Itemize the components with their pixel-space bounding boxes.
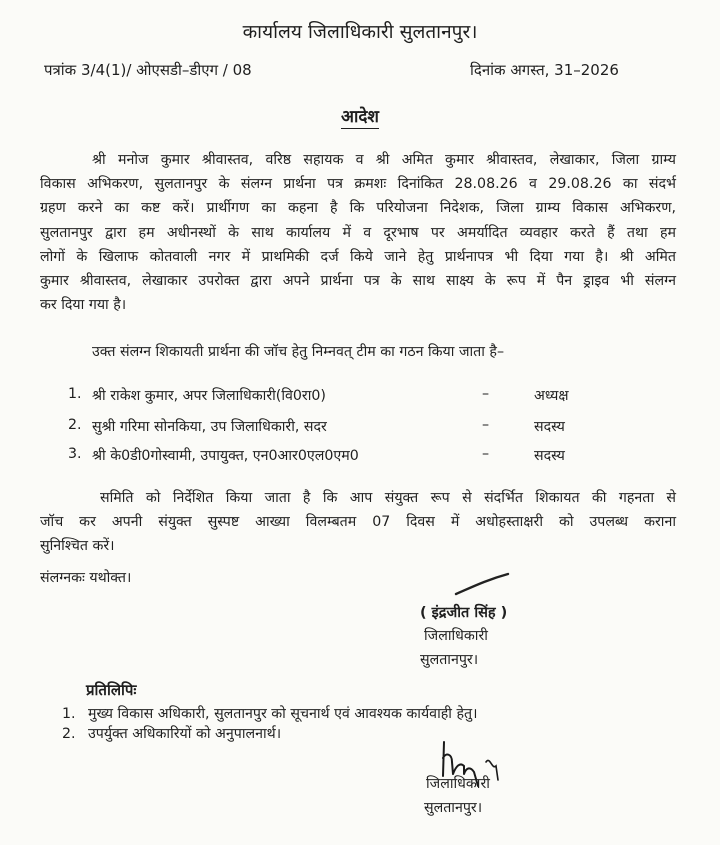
copy-to-text: मुख्य विकास अधिकारी, सुलतानपुर को सूचनार्थ एवं आवश्यक कार्यवाही हेतु। (88, 706, 478, 722)
paragraph-1-line: ग्रहण करने का कष्ट करें। प्रार्थीगण का कहना है कि परियोजना निदेशक, जिला ग्राम्य विकास अभिकरण, (40, 200, 676, 217)
paragraph-1-line: कर दिया गया है। (40, 297, 127, 314)
paragraph-1-line: श्री मनोज कुमार श्रीवास्तव, वरिष्ठ सहायक व श्री अमित कुमार श्रीवास्तव, लेखाकार, जिला ग्राम्य (92, 152, 676, 168)
paragraph-1-line: कुमार श्रीवास्तव, लेखाकार उपरोक्त द्वारा अपने प्रार्थना पत्र के साथ साक्ष्य के रूप में पैन ड्राइव भी संलग्न (40, 273, 676, 290)
member-name: श्री राकेश कुमार, अपर जिलाधिकारी(वि0रा0) (92, 388, 326, 404)
committee-member-row (68, 386, 628, 410)
signatory-name: ( इंद्रजीत सिंह ) (420, 605, 508, 621)
order-paragraph-2 (40, 486, 676, 559)
paragraph-1-line: लोगों के खिलाफ कोतवाली नगर में प्राथमिकी दर्ज किये जाने हेतु प्रार्थनापत्र भी दिया गया है। श्री अमित (40, 248, 676, 265)
paragraph-1-line: सुलतानपुर द्वारा हम अधीनस्थों के साथ कार्यालय में व दूरभाष पर अमर्यादित व्यवहार करते हैं तथा हम (40, 224, 676, 241)
copy-to-heading: प्रतिलिपिः (86, 681, 137, 699)
order-paragraph-1 (40, 148, 676, 317)
reference-date: दिनांक अगस्त, 31–2026 (470, 61, 619, 79)
copy-to-number: 2. (62, 726, 76, 742)
member-number: 1. (68, 386, 82, 402)
signatory-place: सुलतानपुर। (420, 652, 479, 668)
committee-intro: उक्त संलग्न शिकायती प्रार्थना की जॉच हेतु निम्नवत् टीम का गठन किया जाता है– (92, 344, 505, 360)
paragraph-2-line: सुनिश्चित करें। (40, 538, 115, 555)
office-title: कार्यालय जिलाधिकारी सुलतानपुर। (242, 21, 478, 43)
member-role: सदस्य (534, 419, 565, 435)
reference-number: पत्रांक 3/4(1)/ ओएसडी–डीएग / 08 (44, 61, 252, 79)
copy-to-item (62, 724, 281, 743)
paragraph-2-line: जॉच कर अपनी संयुक्त सुस्पष्ट आख्या विलम्बतम 07 दिवस में अधोहस्ताक्षरी को उपलब्ध कराना (40, 514, 676, 531)
order-heading (0, 104, 720, 127)
member-dash: – (482, 446, 490, 462)
signature-stroke (452, 570, 512, 598)
member-number: 3. (68, 446, 82, 462)
footer-signatory-place: सुलतानपुर। (424, 800, 483, 816)
member-role: अध्यक्ष (534, 388, 569, 404)
committee-member-row (68, 417, 628, 441)
copy-to-number: 1. (62, 706, 76, 722)
member-name: श्री के0डी0गोस्वामी, उपायुक्त, एन0आर0एल0एम0 (92, 448, 359, 464)
copy-to-item (62, 704, 477, 723)
member-dash: – (482, 417, 490, 433)
paragraph-2-line: समिति को निर्देशित किया जाता है कि आप संयुक्त रूप से संदर्भित शिकायत की गहनता से (100, 490, 676, 506)
copy-to-text: उपर्युक्त अधिकारियों को अनुपालनार्थ। (88, 726, 282, 742)
committee-member-row (68, 446, 628, 470)
paragraph-1-line: विकास अभिकरण, सुलतानपुर के संलग्न प्रार्थना पत्र क्रमशः दिनांकित 28.08.26 व 29.08.26 का संदर्भ (40, 176, 676, 193)
order-heading-text: आदेश (341, 107, 379, 127)
member-dash: – (482, 386, 490, 402)
signatory-designation: जिलाधिकारी (424, 628, 488, 644)
footer-signatory-designation: जिलाधिकारी (426, 776, 490, 792)
member-role: सदस्य (534, 448, 565, 464)
member-name: सुश्री गरिमा सोनकिया, उप जिलाधिकारी, सदर (92, 419, 327, 435)
member-number: 2. (68, 417, 82, 433)
enclosure-note: संलग्नकः यथोक्त। (40, 570, 132, 586)
